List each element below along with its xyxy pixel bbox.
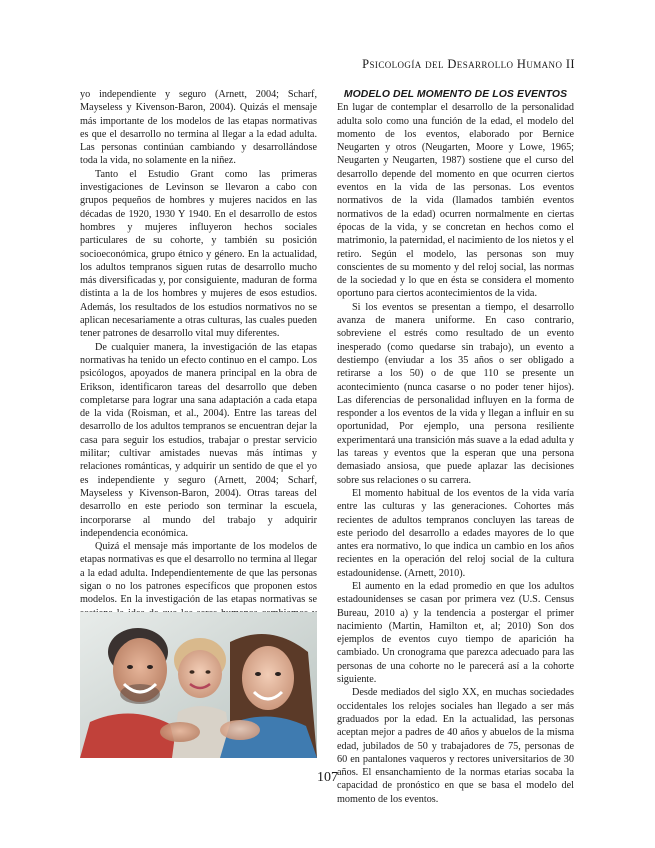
- page-number: 107: [317, 770, 338, 785]
- section-title: MODELO DEL MOMENTO DE LOS EVENTOS: [343, 89, 568, 100]
- paragraph: Tanto el Estudio Grant como las primeras investigaciones de Levinson se llevaron a cabo con grupos pequeños de hombres y mujeres nacidos en las décadas de 1920, 1930 Y 1940. En el desarrollo de estos hombres y mujeres influyeron hechos sociales particulares de su cohorte, y también su posición socioeconómica, grupo étnico y género. En la actualidad, los adultos tempranos siguen rutas de desarrollo mucho más diversificadas y, por consiguiente, maduran de forma distinta a la de los hombres y mujeres de esos estudios. Además, los resultados de los estudios normativos no se aplican necesariamente a otras culturas, las cuales pueden tener patrones de desarrollo vital muy diferentes.: [80, 168, 317, 340]
- left-column: [80, 88, 317, 633]
- paragraph: El momento habitual de los eventos de la vida varía entre las culturas y las generaciones. Cohortes más recientes de adultos tempranos concluyen las tareas de este periodo del desarrollo a edades mayores de lo que antes era normativo, lo que indica un cambio en los años recientes en la operación del reloj social de la cultura estadounidense. (Arnett, 2010).: [337, 487, 574, 579]
- family-photo: [80, 612, 317, 758]
- running-header: Psicología del Desarrollo Humano II: [362, 57, 575, 71]
- paragraph: De cualquier manera, la investigación de las etapas normativas ha tenido un efecto continuo en el campo. Los psicólogos, apoyados de manera principal en la obra de Erikson, identificaron tareas del desarrollo que deben completarse para lograr una sana adaptación a cada etapa de la vida (Roisman, et al., 2004). Entre las tareas del desarrollo de los adultos tempranos se encuentran dejar la casa para seguir los estudios, trabajar o prestar servicio militar; cultivar amistades nuevas más íntimas y relaciones románticas, y adquirir un sentido de que el yo es independiente y seguro (Arnett, 2004; Scharf, Mayseless y Kivenson-Baron, 2004). Otras tareas del desarrollo en este periodo son terminar la escuela, incorporarse al mundo del trabajo y adquirir independencia económica.: [80, 341, 317, 539]
- paragraph: yo independiente y seguro (Arnett, 2004; Scharf, Mayseless y Kivenson-Baron, 2004). Quizás el mensaje más importante de los modelos de las etapas normativas es que el desarrollo no termina al llegar a la edad adulta. Las personas continúan cambiando y desarrollándose toda la vida, no solamente en la niñez.: [80, 89, 317, 167]
- paragraph: Desde mediados del siglo XX, en muchas sociedades occidentales los relojes sociales han llegado a ser más graduados por la edad. En la actualidad, las personas aceptan mejor a padres de 40 años y abuelos de la misma edad, jubilados de 50 y trabajadores de 75, personas de 60 en pantalones vaqueros y rectores universitarios de 30 años. El ensanchamiento de la normas etarias socaba la capacidad de pronóstico en que se basa el modelo del momento de los eventos.: [337, 687, 574, 805]
- paragraph: En lugar de contemplar el desarrollo de la personalidad adulta solo como una función de la edad, el modelo del momento de los eventos, elaborado por Bernice Neugarten y otros (Neugarten, Moore y Lowe, 1965; Neugarten y Neugarten, 1987) sostiene que el curso del desarrollo depende del momento en que ocurren ciertos eventos en la vida de las personas. Los eventos normativos de la vida (llamados también eventos normativos de la edad) ocurren normalmente en ciertas épocas de la vida, y se concretan en hechos como el matrimonio, la paternidad, el nacimiento de los nietos y el retiro. Según el modelo, las personas son muy conscientes de su momento y del reloj social, las normas de la sociedad y lo que en ésta se considera el momento oportuno para ciertos acontecimientos de la vida.: [337, 102, 574, 300]
- paragraph: Si los eventos se presentan a tiempo, el desarrollo avanza de manera uniforme. En caso contrario, sobreviene el estrés como resultado de un evento inesperado (como quedarse sin trabajo), un evento a destiempo (enviudar a los 35 años o ser obligado a retirarse a los 50) o de que 110 se presente un acontecimiento (nunca casarse o no poder tener hijos). Las diferencias de personalidad influyen en la forma de responder a los eventos de la vida y llegan a influir en su oportunidad, Por ejemplo, una persona resiliente experimentará una transición más suave a la edad adulta y las tareas y eventos que la esperan que una persona demasiado ansiosa, que puede aplazar las decisiones sobre sus relaciones o su carrera.: [337, 301, 574, 486]
- right-column: [337, 88, 574, 806]
- paragraph: Quizá el mensaje más importante de los modelos de etapas normativas es que el desarrollo no termina al llegar a la edad adulta. Independientemente de que las personas sigan o no los patrones específicos que proponen estos modelos. En la investigación de las etapas normativas se: [80, 541, 317, 606]
- paragraph: El aumento en la edad promedio en que los adultos estadounidenses se casan por primera vez (U.S. Census Bureau, 2010 a) y la tendencia a postergar el primer nacimiento (Martin, Hamilton et, al; 2010) Son dos ejemplos de eventos cuyo tiempo de aparición ha cambiado. Un cronograma que parezca adecuado para las personas de una cohorte no le parecerá así a la cohorte siguiente.: [337, 580, 574, 686]
